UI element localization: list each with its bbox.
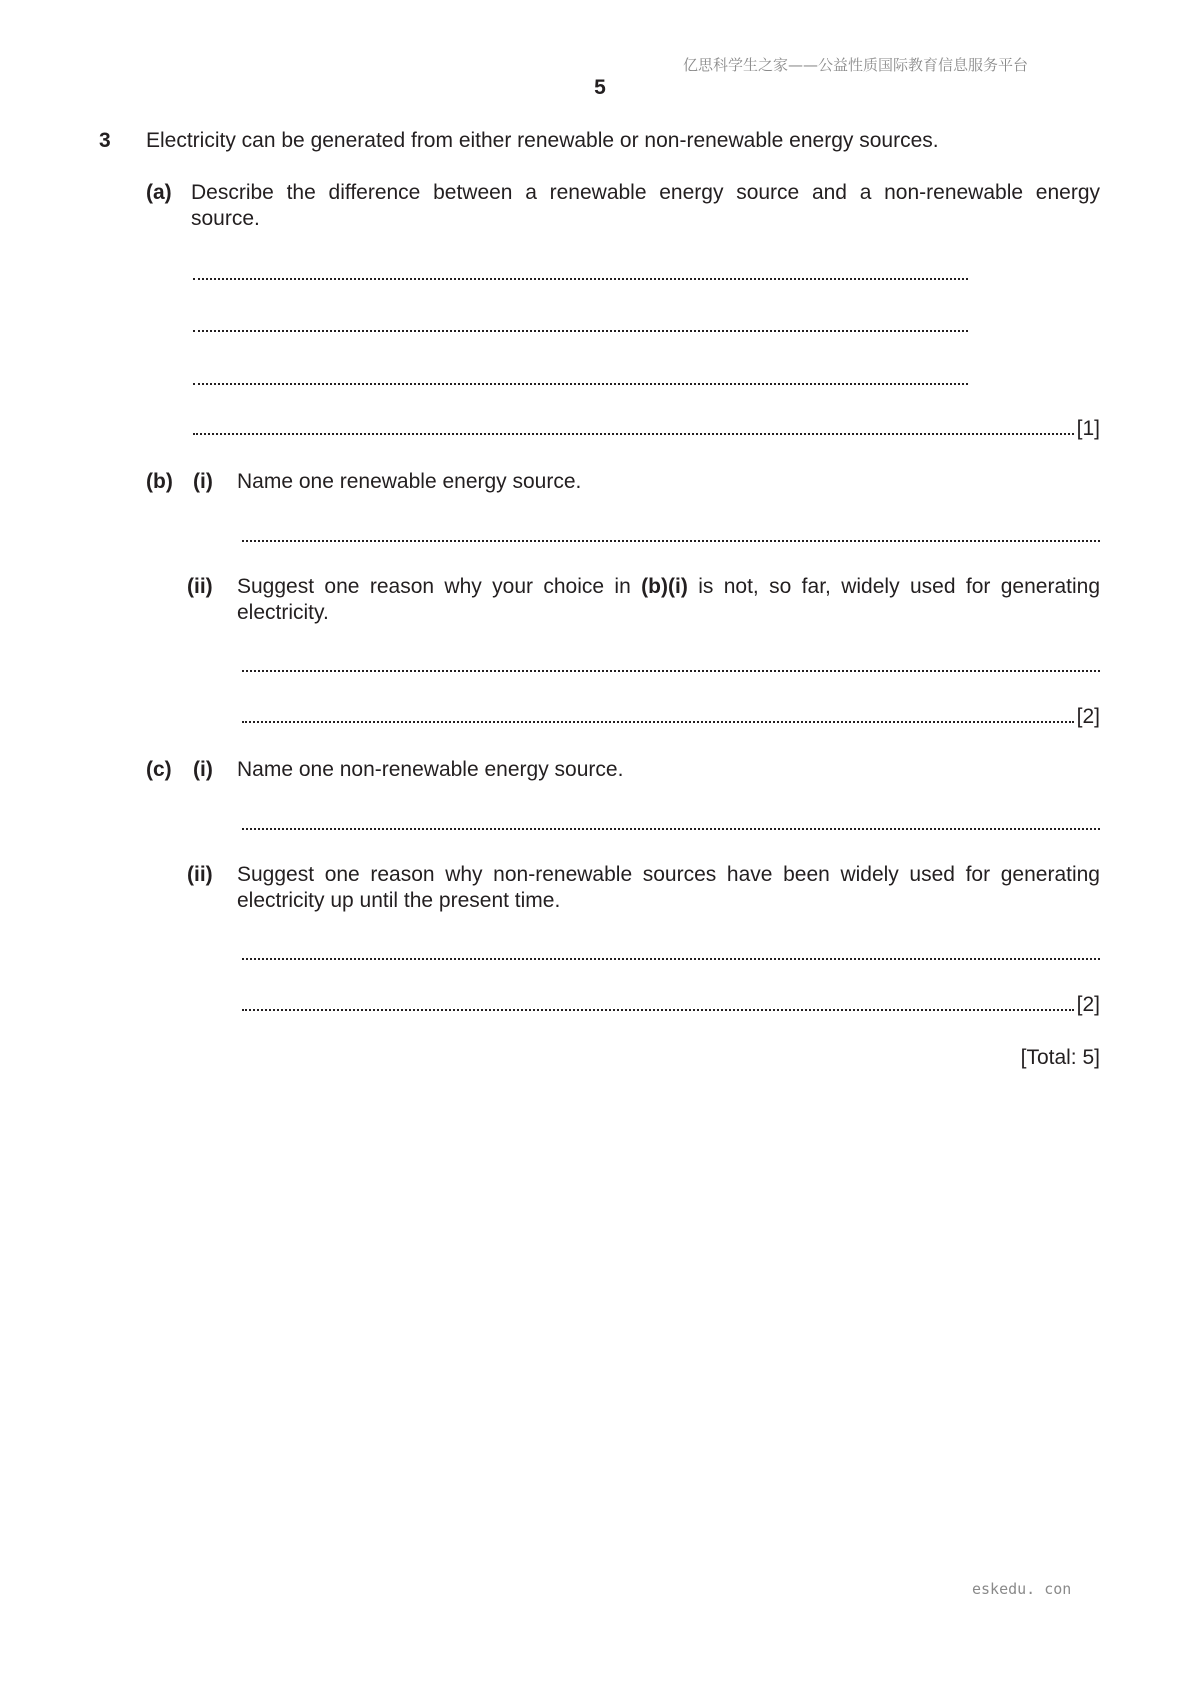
part-b-ii-text-line1 (237, 574, 1100, 600)
part-b-i-label: (i) (193, 470, 213, 493)
part-a-label: (a) (146, 181, 172, 204)
marks-b: [2] (1076, 705, 1100, 728)
marks-a: [1] (1076, 417, 1100, 440)
part-b-ii-label: (ii) (187, 575, 213, 598)
answer-line-c-ii-2[interactable] (242, 992, 1100, 1018)
answer-line-b-ii-2[interactable] (242, 704, 1100, 730)
answer-line-b-ii-1[interactable] (242, 653, 1100, 679)
footer-site-mark: eskedu. con (972, 1580, 1072, 1598)
watermark-text: 亿思科学生之家——公益性质国际教育信息服务平台 (683, 56, 1029, 74)
marks-c: [2] (1076, 993, 1100, 1016)
answer-line-b-i[interactable] (242, 523, 1100, 549)
part-c-i-text: Name one non-renewable energy source. (237, 758, 624, 781)
answer-line-c-ii-1[interactable] (242, 941, 1100, 967)
answer-line-a2[interactable] (193, 313, 968, 339)
page-number: 5 (594, 76, 606, 99)
question-stem: Electricity can be generated from either renewable or non-renewable energy sources. (146, 129, 939, 152)
answer-line-a3[interactable] (193, 366, 968, 392)
question-number: 3 (99, 129, 111, 152)
part-c-ii-label: (ii) (187, 863, 213, 886)
total-marks: [Total: 5] (1020, 1046, 1100, 1069)
part-c-ii-text-line1: Suggest one reason why non-renewable sources have been widely used for generating (237, 863, 1100, 886)
part-b-ii-reference: (b)(i) (641, 575, 688, 598)
part-b-ii-text-post: is not, so far, widely used for generating (698, 575, 1100, 598)
answer-line-a4[interactable] (193, 416, 1100, 442)
part-b-ii-text-pre: Suggest one reason why your choice in (237, 575, 631, 598)
answer-line-a1[interactable] (193, 261, 968, 287)
part-a-text-line2: source. (191, 207, 260, 230)
part-c-label: (c) (146, 758, 172, 781)
part-b-i-text: Name one renewable energy source. (237, 470, 582, 493)
part-c-ii-text-line2: electricity up until the present time. (237, 889, 561, 912)
part-a-text-line1: Describe the difference between a renewable energy source and a non-renewable energy (191, 181, 1100, 204)
part-b-label: (b) (146, 470, 173, 493)
part-c-i-label: (i) (193, 758, 213, 781)
answer-line-c-i[interactable] (242, 811, 1100, 837)
part-b-ii-text-line2: electricity. (237, 601, 329, 624)
